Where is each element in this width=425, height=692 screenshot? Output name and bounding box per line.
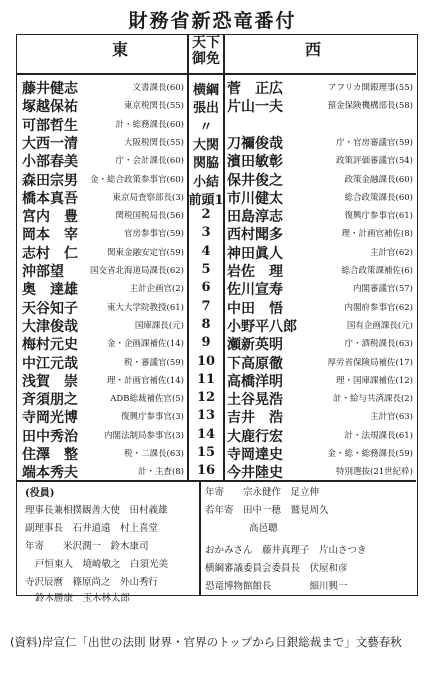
west-name: 中田 悟 — [227, 300, 283, 317]
east-name: 大西一清 — [22, 135, 78, 152]
west-post: 政策金融課長(60) — [344, 174, 413, 185]
west-post: 総合政策課補佐(6) — [341, 266, 413, 276]
west-name: 下高原徹 — [227, 355, 283, 372]
rank-label: 横綱 — [192, 83, 219, 98]
yakuin-right-line: おかみさん 藤井真理子 片山さつき — [205, 545, 367, 556]
west-post: 内閣審議官(57) — [353, 284, 413, 295]
yakuin-left-line: 年寄 米沢潤一 鈴木康司 — [25, 541, 149, 552]
west-post: 預金保険機構部長(58) — [327, 101, 413, 112]
west-post: 庁・酒税課長(63) — [344, 339, 413, 350]
east-name: 端本秀夫 — [22, 465, 78, 482]
yakuin-label: (役員) — [25, 488, 55, 499]
east-post: 計・総務課長(60) — [115, 119, 184, 130]
west-name: 神田眞人 — [227, 245, 283, 262]
rank-label: 5 — [201, 262, 211, 277]
west-name: 岩佐 理 — [227, 264, 283, 280]
west-name: 土谷晃浩 — [227, 392, 283, 409]
west-name: 田島淳志 — [227, 209, 283, 226]
west-name: 刀禰俊哉 — [227, 135, 283, 152]
yakuin-left-line: 鈴木勝康 玉木林太郎 — [35, 593, 131, 604]
east-post: 復興庁参事官(3) — [120, 412, 184, 423]
east-name: 斉須朋之 — [22, 392, 78, 409]
east-post: 文書課長(60) — [132, 83, 184, 93]
rank-label: 〃 — [199, 119, 213, 135]
west-name: 菅 正広 — [227, 81, 283, 97]
west-name: 大鹿行宏 — [227, 428, 283, 445]
east-name: 天谷知子 — [22, 300, 78, 317]
rank-label: 7 — [201, 298, 211, 314]
west-name: 保井俊之 — [227, 172, 283, 189]
east-name: 橋本真吾 — [22, 190, 78, 207]
rank-label: 前頭1 — [188, 192, 224, 208]
yakuin-right-line: 年寄 宗永健作 足立伸 — [205, 487, 320, 498]
east-name: 塚越保祐 — [22, 99, 78, 116]
west-name: 佐川宣寿 — [227, 282, 283, 299]
east-name: 梅村元史 — [22, 337, 78, 354]
east-post: 主計企画官(2) — [129, 284, 184, 295]
west-post: 理・国庫課補佐(12) — [336, 375, 413, 386]
rank-label: 9 — [201, 335, 211, 351]
yakuin-column-divider — [199, 480, 201, 595]
east-name: 大津俊哉 — [22, 318, 78, 335]
east-name: 浅賀 崇 — [22, 373, 78, 390]
east-post: ADB総裁補佐官(5) — [110, 394, 184, 405]
east-post: 東大大学院教授(61) — [107, 302, 184, 313]
rank-label: 10 — [196, 353, 216, 369]
east-post: 国庫課長(元) — [134, 320, 184, 331]
west-post: 金・総・総務課長(59) — [327, 449, 413, 459]
rank-label: 小結 — [192, 174, 219, 190]
west-post: 内閣府参事官(62) — [344, 302, 413, 313]
rank-label: 4 — [201, 243, 211, 259]
west-post: 主計官(63) — [370, 412, 413, 423]
rank-label: 2 — [201, 207, 211, 223]
east-post: 官房参事官(59) — [124, 229, 184, 240]
east-post: 国交省北海道局課長(62) — [90, 266, 184, 276]
east-name: 奥 達雄 — [22, 282, 78, 299]
middle-header — [188, 35, 224, 67]
west-post: 厚労省保険局補佐(17) — [327, 357, 413, 368]
east-post: 東京税関長(55) — [124, 101, 184, 112]
west-name: 濱田敏彰 — [227, 154, 283, 171]
west-post: アフリカ開銀理事(55) — [327, 83, 413, 93]
east-post: 庁・会計課長(60) — [115, 156, 184, 167]
west-name: 小野平八郎 — [227, 318, 297, 335]
east-post: 税・二課長(63) — [124, 449, 184, 459]
east-post: 計・主査(8) — [137, 467, 184, 478]
west-name: 瀬新英明 — [227, 337, 283, 354]
east-post: 大阪税関長(55) — [124, 137, 184, 148]
yakuin-left-line: 戸恒東人 境崎敬之 白須光美 — [35, 559, 169, 570]
east-post: 内閣法制局参事官(3) — [103, 430, 184, 441]
east-post: 関東金融安定官(59) — [107, 247, 184, 258]
west-post: 主計官(62) — [370, 247, 413, 258]
east-name: 藤井健志 — [22, 81, 78, 97]
east-name: 宮内 豊 — [22, 209, 78, 226]
east-name: 沖部望 — [22, 264, 64, 280]
banzuke-row — [17, 459, 417, 482]
west-post: 理・計画官補佐(8) — [341, 229, 413, 240]
west-post: 政策評価審議官(54) — [336, 156, 413, 167]
west-name: 高橋洋明 — [227, 373, 283, 390]
rank-label: 12 — [196, 390, 216, 406]
east-post: 関税国税局長(56) — [115, 211, 184, 222]
west-name: 西村聞多 — [227, 227, 283, 244]
east-name: 森田宗男 — [22, 172, 78, 189]
east-name: 小部春美 — [22, 154, 78, 171]
rank-label: 11 — [196, 371, 216, 387]
west-name: 片山一夫 — [227, 99, 283, 116]
east-name: 住澤 整 — [22, 447, 78, 463]
east-name: 寺岡光博 — [22, 410, 78, 427]
west-name: 吉井 浩 — [227, 410, 283, 427]
rank-label: 3 — [201, 225, 211, 241]
west-post: 計・給与共済課長(2) — [332, 394, 413, 405]
rank-label: 6 — [201, 280, 211, 296]
rank-label: 8 — [201, 316, 211, 332]
yakuin-right-line: 若年寄 田中一穂 鷲見周久 — [205, 505, 329, 516]
page-title: 財務省新恐竜番付 — [128, 10, 297, 32]
banzuke-table — [16, 34, 418, 604]
west-post: 特別選抜(21世紀枠) — [336, 467, 413, 478]
east-name: 中江元哉 — [22, 355, 78, 372]
yakuin-right-line: 横綱審議委員会委員長 伏屋和彦 — [205, 563, 348, 574]
west-post: 国有企画課長(元) — [346, 320, 413, 331]
west-post: 総合政策課長(60) — [344, 192, 413, 203]
east-post: 東京局査察部長(3) — [112, 192, 184, 203]
rank-label: 13 — [196, 408, 216, 424]
east-post: 金・総合政策参事官(60) — [90, 174, 184, 185]
yakuin-left-line: 副理事長 石井道遠 村上喜堂 — [25, 523, 159, 534]
east-post: 理・計画官補佐(14) — [107, 375, 184, 386]
rank-label: 大関 — [192, 137, 219, 153]
rank-label: 14 — [196, 426, 216, 442]
west-post: 庁・官房審議官(59) — [336, 137, 413, 148]
rank-label: 関脇 — [192, 156, 219, 172]
yakuin-right-line: 高邑聰 — [249, 523, 278, 534]
east-name: 志村 仁 — [22, 245, 78, 262]
west-name: 今井陸史 — [227, 465, 283, 482]
east-name: 田中秀治 — [22, 428, 78, 445]
east-name: 可部哲生 — [22, 117, 78, 134]
middle-header-line1: 天下 — [192, 35, 220, 51]
west-name: 寺岡達史 — [227, 447, 283, 463]
east-header: 東 — [112, 40, 129, 59]
west-post: 計・法規課長(61) — [344, 430, 413, 441]
yakuin-right-line: 恐竜博物館館長 細川興一 — [205, 581, 348, 592]
rank-label: 張出 — [192, 101, 219, 117]
middle-header-line2: 御免 — [192, 51, 220, 67]
west-post: 復興庁参事官(61) — [344, 211, 413, 222]
west-name: 市川健太 — [227, 190, 283, 207]
yakuin-left-line: 寺沢辰麿 篠原尚之 外山秀行 — [25, 577, 159, 588]
yakuin-left-line: 理事長兼相撲観善大使 田村義雄 — [25, 505, 168, 516]
source-citation: (資料)岸宣仁「出世の法則 財界・官界のトップから日銀総裁まで」文藝春秋 — [10, 635, 402, 649]
rank-label: 16 — [196, 463, 216, 479]
east-post: 金・企画課補佐(14) — [107, 339, 184, 350]
rank-label: 15 — [196, 445, 216, 460]
east-post: 税・審議官(59) — [124, 357, 184, 368]
east-name: 岡本 宰 — [22, 227, 78, 244]
west-header: 西 — [305, 40, 322, 59]
